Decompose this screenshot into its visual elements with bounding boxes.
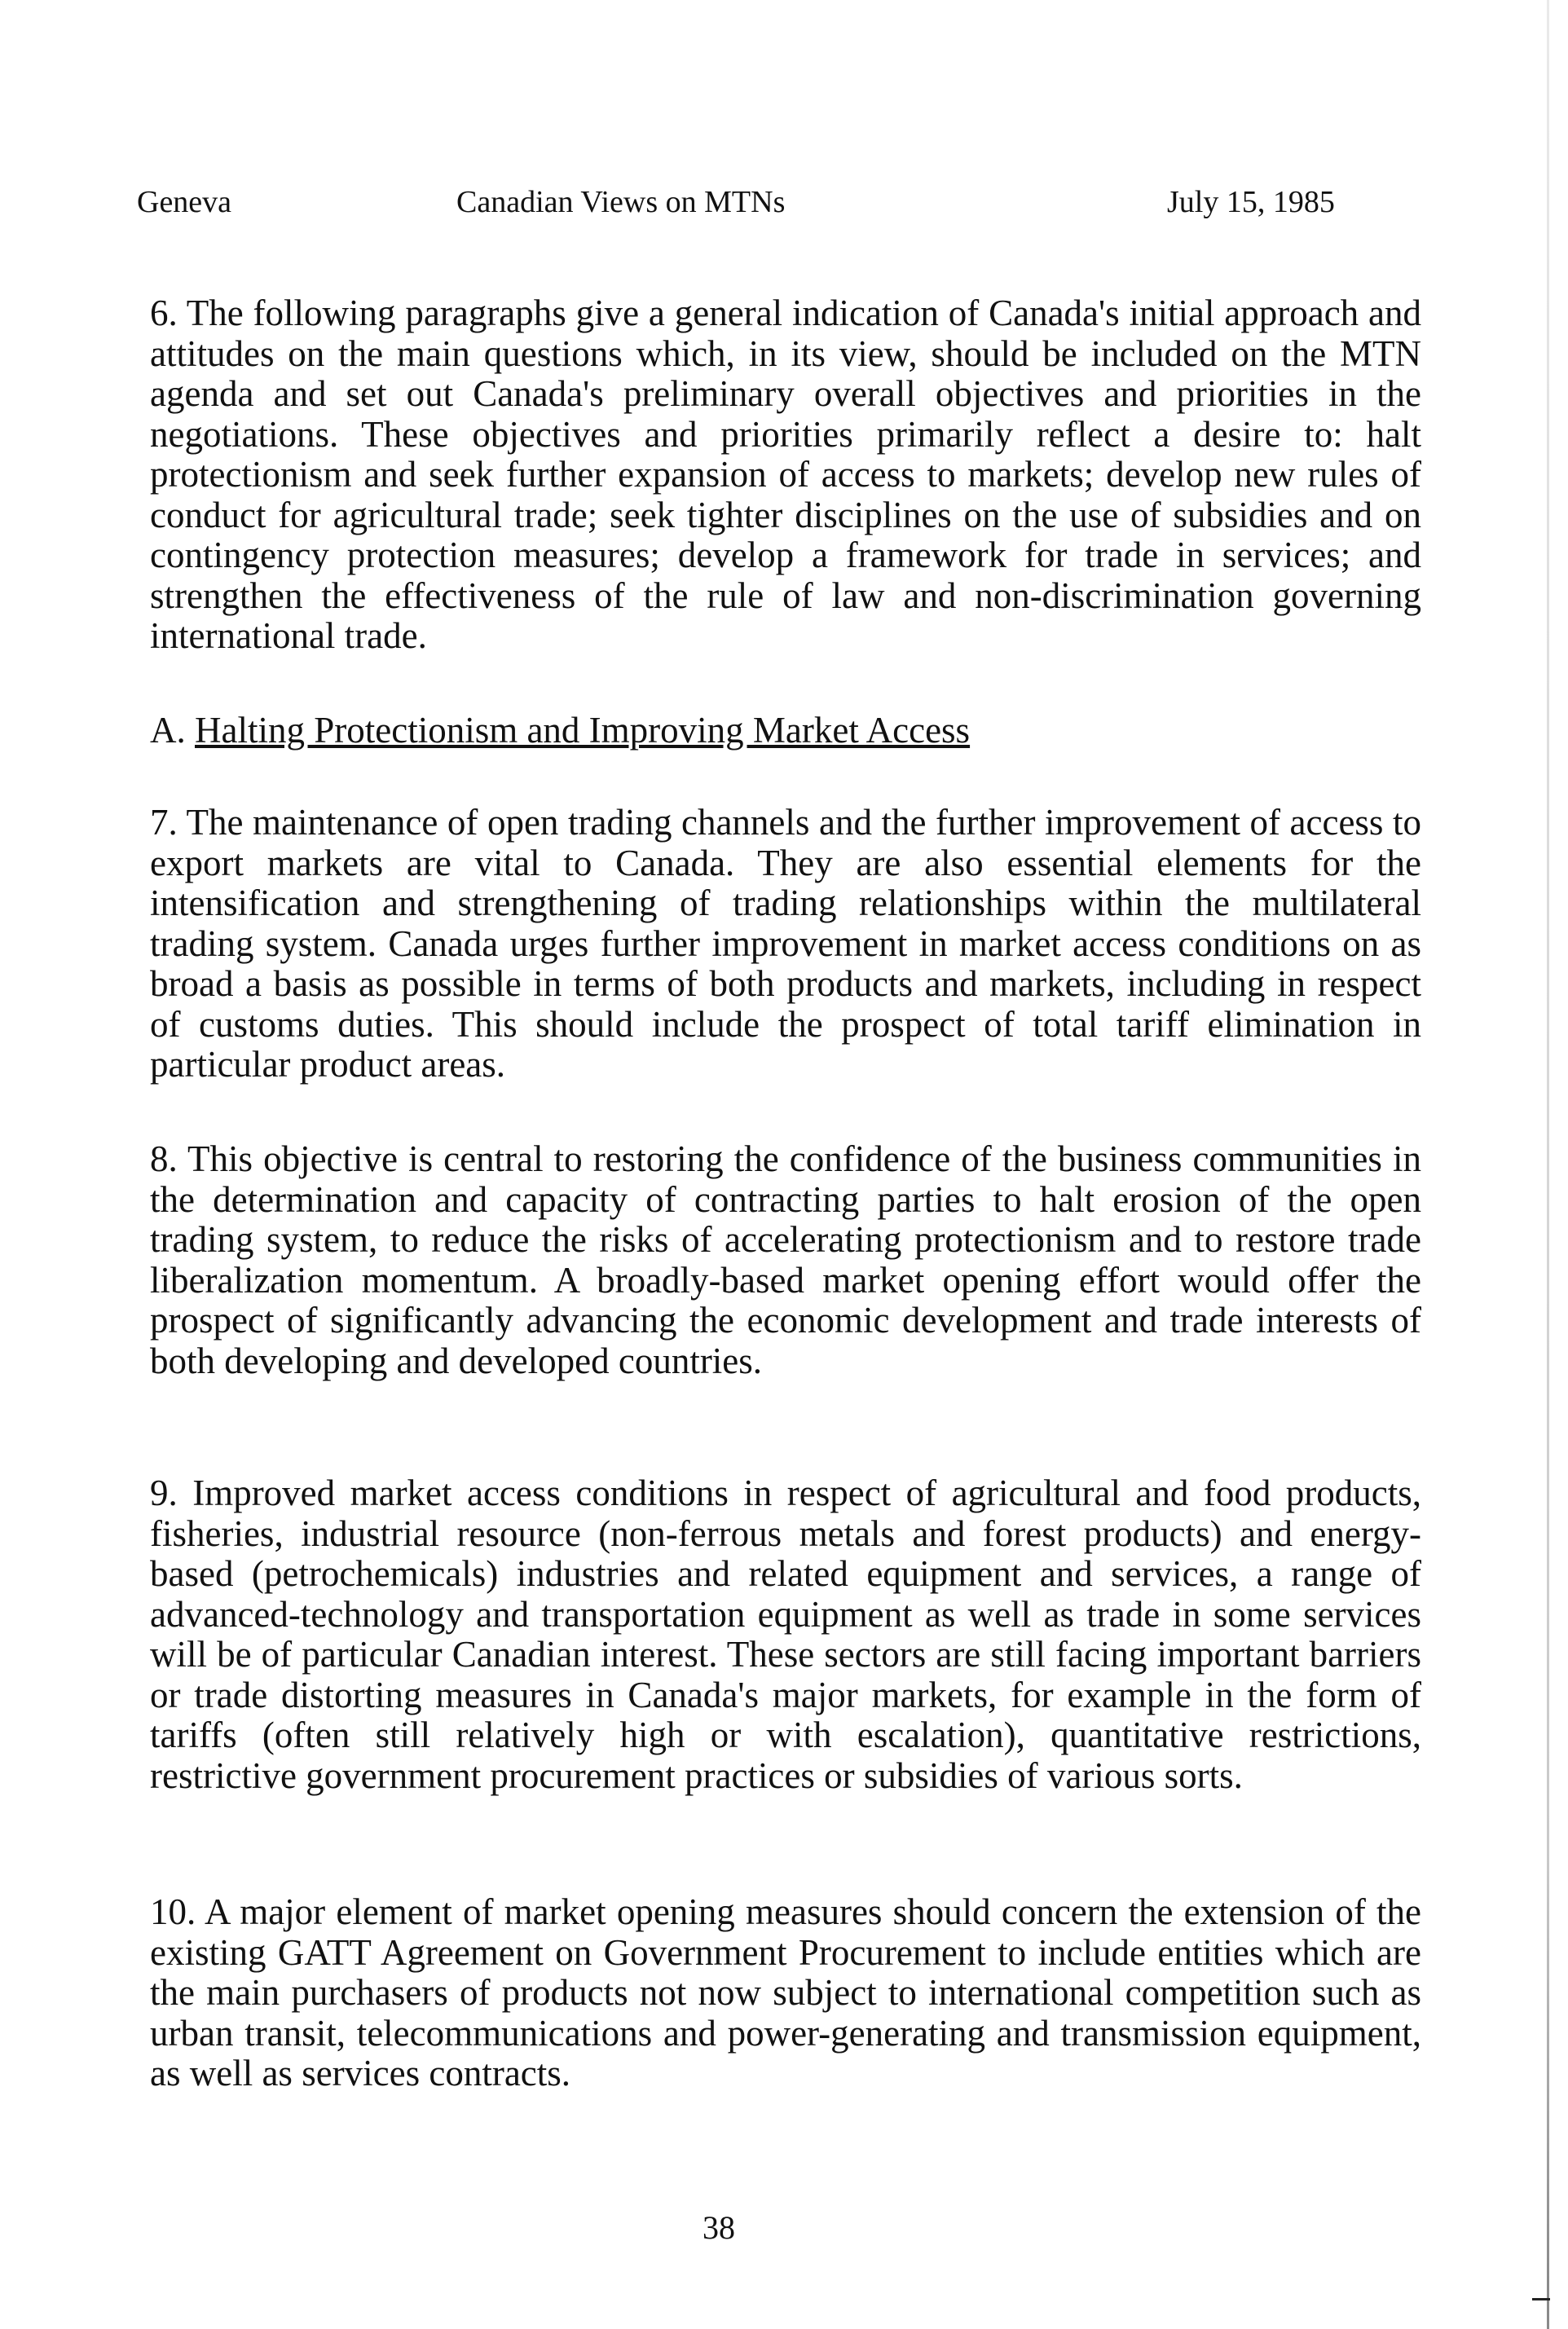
scan-corner-mark xyxy=(1532,2298,1550,2300)
paragraph-10: 10. A major element of market opening measures should concern the extension of the existing GATT Agreement on Government Procurement to include entities which are the main purchasers of products not now subject to international competition such as urban transit, telecommunications and power-generating and transmission equipment, as well as services contracts. xyxy=(150,1891,1421,2093)
section-heading-title: Halting Protectionism and Improving Market Access xyxy=(195,710,971,751)
paragraph-6: 6. The following paragraphs give a general indication of Canada's initial approach and attitudes on the main questions which, in its view, should be included on the MTN agenda and set out Canada's preliminary overall objectives and priorities in the negotiations. These objectives and priorities primarily reflect a desire to: halt protectionism and seek further expansion of access to markets; develop new rules of conduct for agricultural trade; seek tighter disciplines on the use of subsidies and on contingency protection measures; develop a framework for trade in services; and strengthen the effectiveness of the rule of law and non-discrimination governing international trade. xyxy=(150,293,1421,656)
paragraph-7: 7. The maintenance of open trading channels and the further improvement of access to export markets are vital to Canada. They are also essential elements for the intensification and strengthening of trading relationships within the multilateral trading system. Canada urges further improvement in market access conditions on as broad a basis as possible in terms of both products and markets, including in respect of customs duties. This should include the prospect of total tariff elimination in particular product areas. xyxy=(150,802,1421,1085)
paragraph-9: 9. Improved market access conditions in respect of agricultural and food products, fisheries, industrial resource (non-ferrous metals and forest products) and energy-based (petrochemicals) industries and related equipment and services, a range of advanced-technology and transportation equipment as well as trade in some services will be of particular Canadian interest. These sectors are still facing important barriers or trade distorting measures in Canada's major markets, for example in the form of tariffs (often still relatively high or with escalation), quantitative restrictions, restrictive government procurement practices or subsidies of various sorts. xyxy=(150,1473,1421,1796)
header-location: Geneva xyxy=(137,185,232,219)
paragraph-8: 8. This objective is central to restoring the confidence of the business communities in the determination and capacity of contracting parties to halt erosion of the open trading system, to reduce the risks of accelerating protectionism and to restore trade liberalization momentum. A broadly-based market opening effort would offer the prospect of significantly advancing the economic development and trade interests of both developing and developed countries. xyxy=(150,1138,1421,1381)
section-heading-letter: A. xyxy=(150,710,195,751)
header-date: July 15, 1985 xyxy=(1167,185,1335,219)
section-heading-a xyxy=(150,711,1421,751)
header-title: Canadian Views on MTNs xyxy=(456,185,786,219)
scan-edge-shadow xyxy=(1547,0,1549,2329)
page-header xyxy=(0,184,1568,225)
page-number: 38 xyxy=(703,2209,735,2246)
